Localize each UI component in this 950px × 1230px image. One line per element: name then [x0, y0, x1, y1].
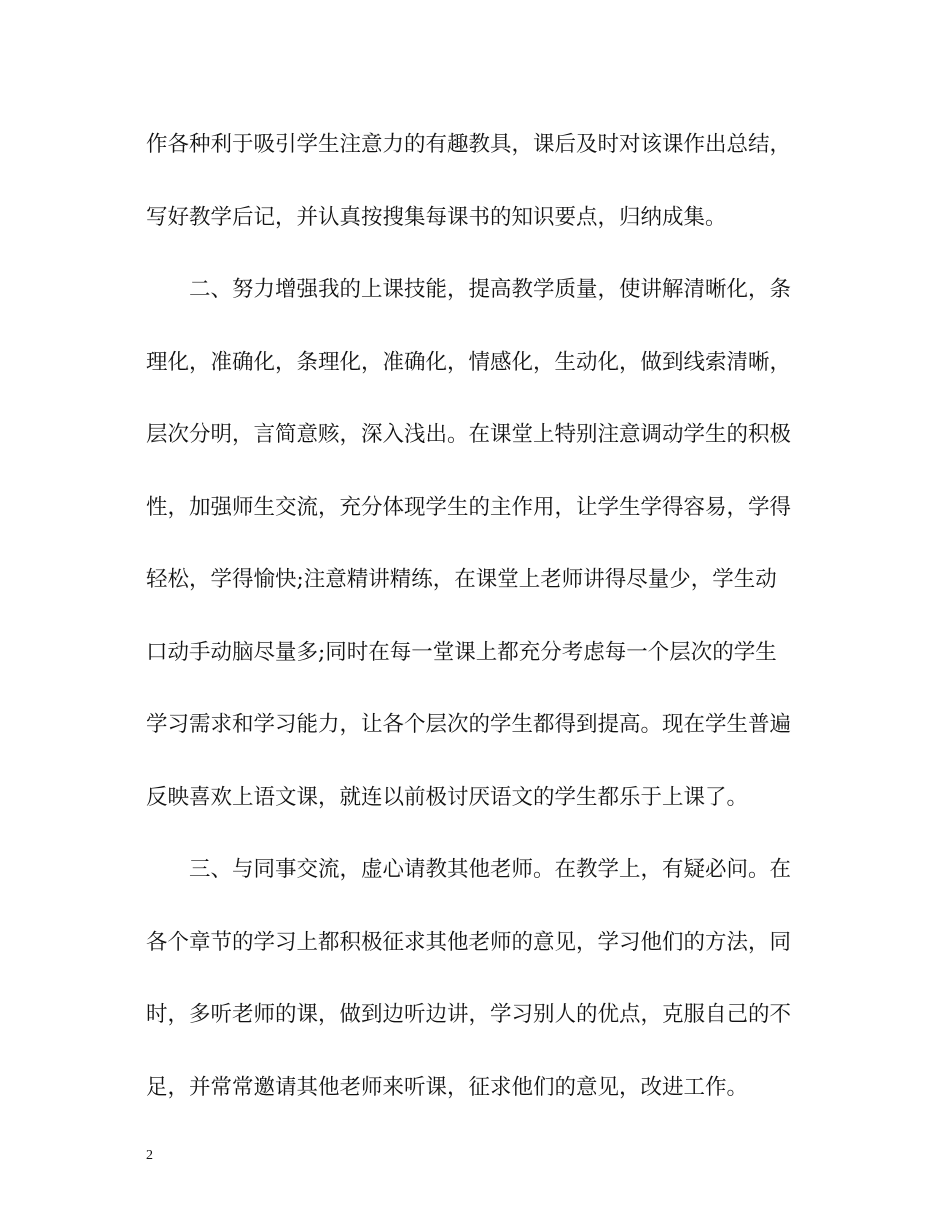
text-line: 轻松，学得愉快;注意精讲精练，在课堂上老师讲得尽量少，学生动: [146, 567, 777, 592]
text-line: 二、努力增强我的上课技能，提高教学质量，使讲解清晰化，条: [189, 277, 792, 302]
body-text: [146, 122, 806, 1137]
text-line: 足，并常常邀请其他老师来听课，征求他们的意见，改进工作。: [146, 1074, 749, 1100]
text-line: 写好教学后记，并认真按搜集每课书的知识要点，归纳成集。: [146, 204, 727, 230]
text-line: 口动手动脑尽量多;同时在每一堂课上都充分考虑每一个层次的学生: [146, 639, 777, 665]
text-line: 层次分明，言简意赅，深入浅出。在课堂上特别注意调动学生的积极: [146, 422, 792, 447]
text-line: 理化，准确化，条理化，准确化，情感化，生动化，做到线索清晰，: [146, 349, 792, 375]
text-line: 时，多听老师的课，做到边听边讲，学习别人的优点，克服自己的不: [146, 1002, 792, 1027]
text-line: 性，加强师生交流，充分体现学生的主作用，让学生学得容易，学得: [146, 494, 792, 520]
page-number: 2: [146, 1148, 153, 1163]
text-line: 作各种利于吸引学生注意力的有趣教具，课后及时对该课作出总结，: [146, 132, 792, 157]
text-line: 学习需求和学习能力，让各个层次的学生都得到提高。现在学生普遍: [146, 712, 792, 737]
text-line: 反映喜欢上语文课，就连以前极讨厌语文的学生都乐于上课了。: [146, 784, 749, 810]
text-line: 各个章节的学习上都积极征求其他老师的意见，学习他们的方法，同: [146, 929, 792, 955]
text-line: 三、与同事交流，虚心请教其他老师。在教学上，有疑必问。在: [189, 857, 792, 882]
